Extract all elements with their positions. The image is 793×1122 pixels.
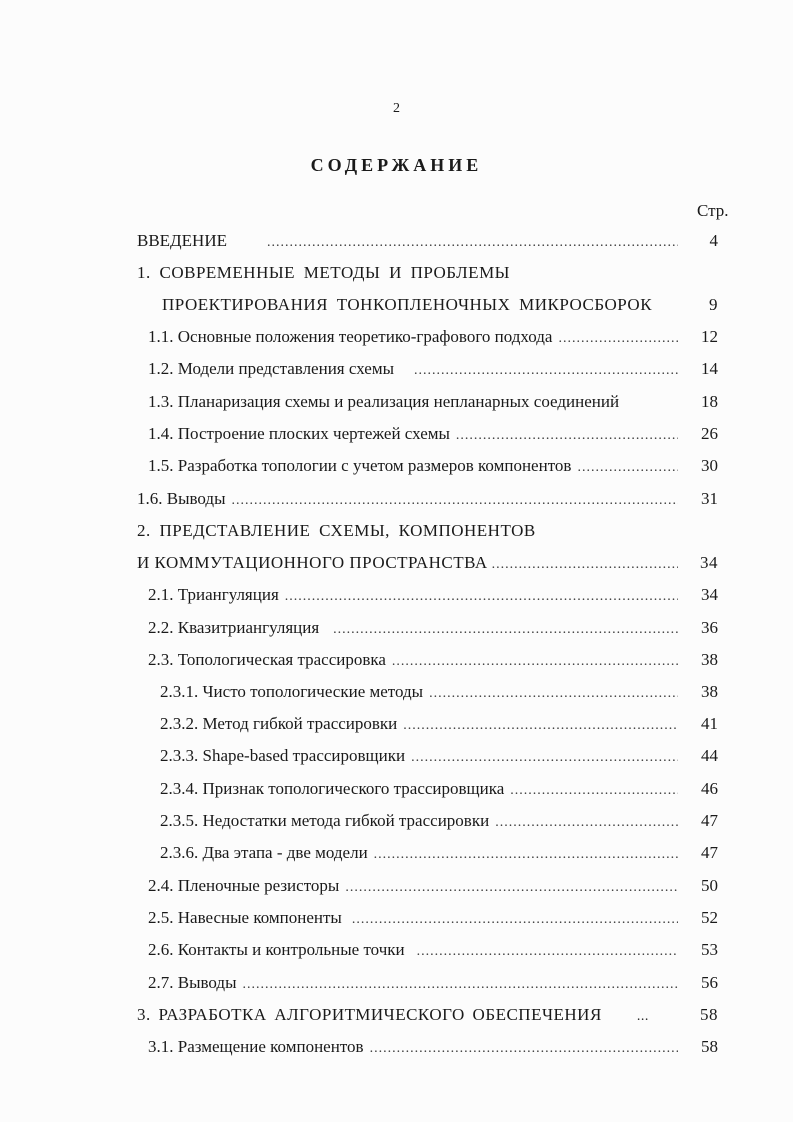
- toc-entry-page: 52: [701, 908, 718, 927]
- toc-entry[interactable]: [148, 456, 718, 480]
- toc-entry-page: 34: [701, 585, 718, 604]
- toc-entry[interactable]: [148, 908, 718, 932]
- toc-leader-dots: [370, 1041, 678, 1057]
- toc-entry-page: 12: [701, 327, 718, 346]
- toc-entry[interactable]: [148, 392, 718, 416]
- toc-entry[interactable]: [148, 327, 718, 351]
- toc-leader-dots: [456, 428, 678, 444]
- toc-entry[interactable]: [137, 553, 718, 577]
- toc-leader-dots: [243, 977, 678, 993]
- toc-entry-label: ПРОЕКТИРОВАНИЯ ТОНКОПЛЕНОЧНЫХ МИКРОСБОРОК: [162, 295, 653, 314]
- toc-entry-label: И КОММУТАЦИОННОГО ПРОСТРАНСТВА: [137, 553, 488, 572]
- toc-entry-label: 2. ПРЕДСТАВЛЕНИЕ СХЕМЫ, КОМПОНЕНТОВ: [137, 521, 536, 540]
- toc-entry[interactable]: [162, 295, 718, 319]
- toc-entry[interactable]: [160, 746, 718, 770]
- toc-entry-page: 18: [701, 392, 718, 411]
- toc-entry-label: 2.3. Топологическая трассировка: [148, 650, 386, 669]
- toc-leader-dots: [403, 718, 678, 734]
- toc-entry-page: 36: [701, 618, 718, 637]
- toc-entry-label: 2.6. Контакты и контрольные точки: [148, 940, 405, 959]
- page-title: СОДЕРЖАНИЕ: [310, 155, 483, 175]
- toc-entry-label: 3. РАЗРАБОТКА АЛГОРИТМИЧЕСКОГО ОБЕСПЕЧЕНИЯ: [137, 1005, 602, 1024]
- toc-entry-label: 2.3.6. Два этапа - две модели: [160, 843, 368, 862]
- toc-leader-dots: [510, 783, 678, 799]
- toc-entry[interactable]: [148, 1037, 718, 1061]
- toc-entry[interactable]: [148, 876, 718, 900]
- toc-entry-page: 26: [701, 424, 718, 443]
- toc-entry[interactable]: [137, 489, 718, 513]
- toc-entry-page: 44: [701, 746, 718, 765]
- toc-leader-dots: [414, 363, 678, 379]
- toc-entry[interactable]: [137, 521, 536, 545]
- toc-entry[interactable]: [160, 843, 718, 867]
- toc-entry-page: 58: [701, 1037, 718, 1056]
- toc-entry[interactable]: [160, 682, 718, 706]
- toc-entry-page: 58: [700, 1005, 718, 1024]
- toc-leader-dots: [429, 686, 678, 702]
- toc-leader-dots: [374, 847, 678, 863]
- toc-entry-label: 2.1. Триангуляция: [148, 585, 279, 604]
- toc-entry-label: 2.5. Навесные компоненты: [148, 908, 342, 927]
- toc-leader-dots: [352, 912, 678, 928]
- toc-entry-label: 1. СОВРЕМЕННЫЕ МЕТОДЫ И ПРОБЛЕМЫ: [137, 263, 511, 282]
- toc-leader-dots: [232, 493, 678, 509]
- toc-entry-label: 2.4. Пленочные резисторы: [148, 876, 340, 895]
- toc-entry-page: 46: [701, 779, 718, 798]
- toc-entry-page: 53: [701, 940, 718, 959]
- toc-entry[interactable]: [160, 811, 718, 835]
- toc-entry-label: 2.3.1. Чисто топологические методы: [160, 682, 424, 701]
- toc-entry-page: 31: [701, 489, 718, 508]
- toc-entry[interactable]: [148, 973, 718, 997]
- toc-leader-dots: [267, 235, 678, 251]
- toc-entry-page: 50: [701, 876, 718, 895]
- page-column-header: Стр.: [697, 201, 729, 220]
- toc-leader-dots: [558, 331, 678, 347]
- toc-entry-page: 9: [709, 295, 718, 314]
- toc-leader-dots: [495, 815, 678, 831]
- toc-entry[interactable]: [160, 714, 718, 738]
- toc-entry-page: 38: [701, 682, 718, 701]
- toc-entry-page: 56: [701, 973, 718, 992]
- toc-entry-page: 47: [701, 843, 718, 862]
- toc-entry-label: 2.3.5. Недостатки метода гибкой трассировки: [160, 811, 490, 830]
- toc-entry-page: 30: [701, 456, 718, 475]
- toc-entry-label: 2.3.3. Shape-based трассировщики: [160, 746, 406, 765]
- page-number: 2: [393, 101, 400, 116]
- toc-entry-label: ВВЕДЕНИЕ: [137, 231, 227, 250]
- toc-entry[interactable]: [148, 940, 718, 964]
- toc-entry-label: 3.1. Размещение компонентов: [148, 1037, 364, 1056]
- toc-entry[interactable]: [148, 359, 718, 383]
- toc-entry-label: 2.3.2. Метод гибкой трассировки: [160, 714, 398, 733]
- toc-leader-dots: [392, 654, 678, 670]
- toc-entry-label: 1.5. Разработка топологии с учетом размеров компонентов: [148, 456, 572, 475]
- toc-entry-page: 38: [701, 650, 718, 669]
- toc-entry[interactable]: [137, 1005, 718, 1029]
- toc-entry[interactable]: [137, 263, 510, 287]
- toc-entry-label: 1.6. Выводы: [137, 489, 226, 508]
- toc-ellipsis: ...: [636, 1009, 649, 1024]
- toc-leader-dots: [345, 880, 678, 896]
- toc-entry-label: 1.1. Основные положения теоретико-графового подхода: [148, 327, 553, 346]
- toc-leader-dots: [492, 557, 678, 573]
- toc-entry-label: 1.4. Построение плоских чертежей схемы: [148, 424, 450, 443]
- toc-leader-dots: [333, 622, 678, 638]
- toc-entry-label: 2.2. Квазитриангуляция: [148, 618, 320, 637]
- toc-entry-label: 1.2. Модели представления схемы: [148, 359, 394, 378]
- toc-entry[interactable]: [137, 231, 718, 255]
- toc-entry-page: 4: [709, 231, 718, 250]
- toc-leader-dots: [411, 750, 678, 766]
- toc-entry-label: 1.3. Планаризация схемы и реализация непланарных соединений: [148, 392, 620, 411]
- toc-entry-page: 47: [701, 811, 718, 830]
- toc-entry[interactable]: [148, 424, 718, 448]
- toc-entry-page: 34: [700, 553, 718, 572]
- toc-entry-page: 41: [701, 714, 718, 733]
- toc-entry[interactable]: [160, 779, 718, 803]
- toc-leader-dots: [417, 944, 678, 960]
- toc-entry[interactable]: [148, 585, 718, 609]
- toc-entry-label: 2.3.4. Признак топологического трассировщика: [160, 779, 505, 798]
- toc-entry[interactable]: [148, 618, 718, 642]
- toc-leader-dots: [285, 589, 678, 605]
- toc-leader-dots: [577, 460, 678, 476]
- toc-entry-label: 2.7. Выводы: [148, 973, 237, 992]
- toc-entry-page: 14: [701, 359, 718, 378]
- toc-entry[interactable]: [148, 650, 718, 674]
